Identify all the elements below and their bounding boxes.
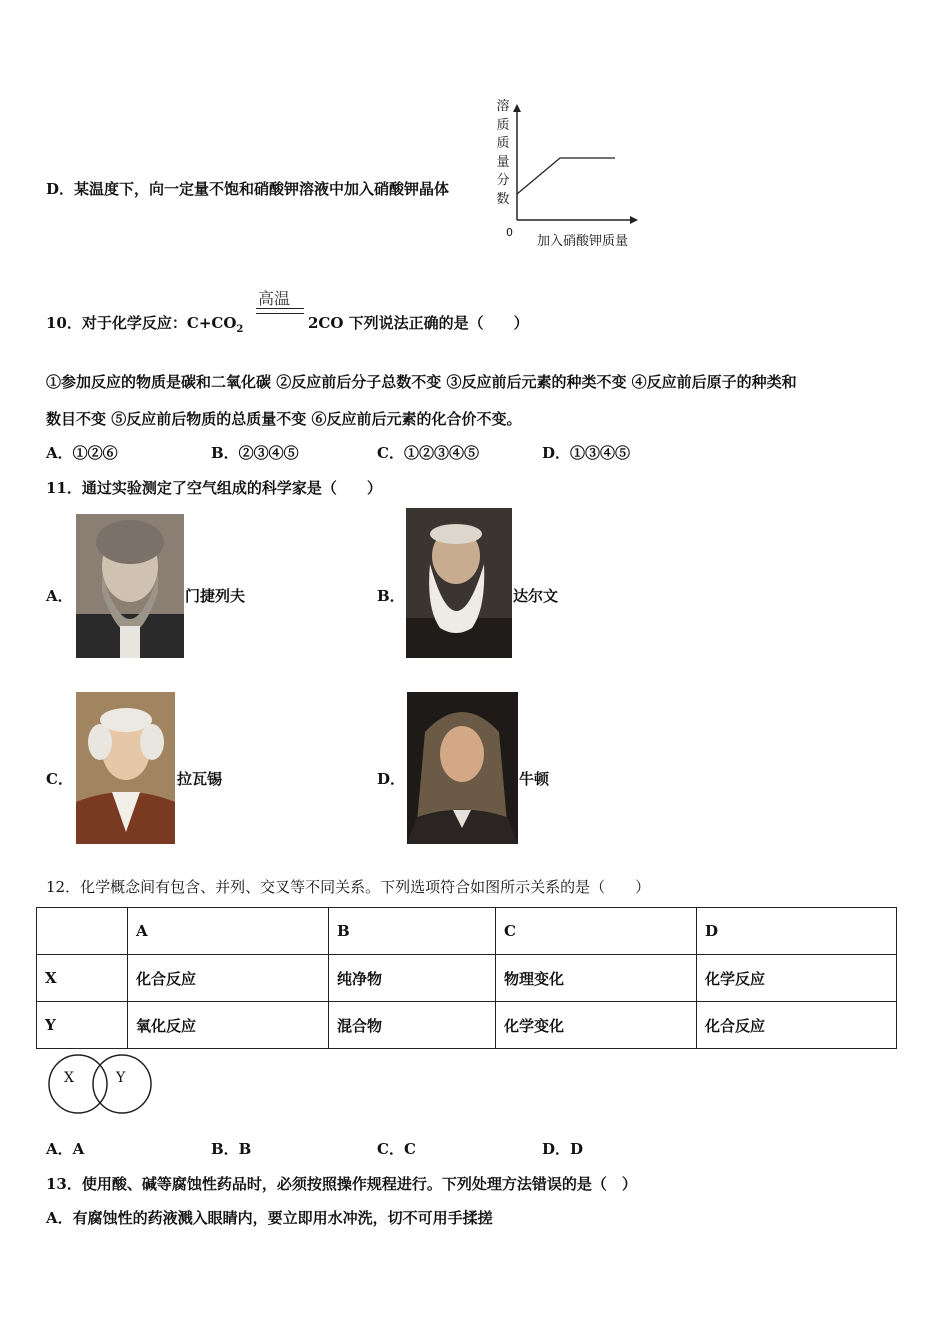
darwin-portrait xyxy=(406,508,512,658)
q10-statements-line2: 数目不变 ⑤反应前后物质的总质量不变 ⑥反应前后元素的化合价不变。 xyxy=(46,410,522,428)
table-cell xyxy=(37,908,128,955)
origin-label: 0 xyxy=(506,226,513,239)
relation-table xyxy=(36,907,897,1049)
table-header-cell: B xyxy=(329,908,496,955)
table-cell: 化合反应 xyxy=(697,1002,897,1049)
q13-option-a[interactable]: A．有腐蚀性的药液溅入眼睛内，要立即用水冲洗，切不可用手揉搓 xyxy=(46,1209,493,1227)
graph-line xyxy=(517,158,615,194)
q9-option-d: D．某温度下，向一定量不饱和硝酸钾溶液中加入硝酸钾晶体 xyxy=(46,180,450,198)
y-axis-arrow xyxy=(513,104,521,112)
q11-option-d-name: 牛顿 xyxy=(519,770,550,788)
table-cell: 化合反应 xyxy=(128,955,329,1002)
mendeleev-portrait xyxy=(76,514,184,658)
newton-portrait xyxy=(407,692,518,844)
venn-label-x: X xyxy=(64,1070,74,1086)
q10-product: 2CO 下列说法正确的是（ ） xyxy=(308,314,529,332)
table-cell: X xyxy=(37,955,128,1002)
table-cell: 化学变化 xyxy=(496,1002,697,1049)
table-cell: 物理变化 xyxy=(496,955,697,1002)
table-cell: 化学反应 xyxy=(697,955,897,1002)
q11-option-c-name: 拉瓦锡 xyxy=(177,770,223,788)
reaction-equals-sign xyxy=(256,308,304,314)
table-header-cell: A xyxy=(128,908,329,955)
q12-option-d[interactable]: D．D xyxy=(542,1140,584,1158)
table-cell: Y xyxy=(37,1002,128,1049)
venn-circle-x xyxy=(49,1055,107,1113)
mass-fraction-graph xyxy=(490,98,650,248)
q10-option-c[interactable]: C．①②③④⑤ xyxy=(377,444,479,462)
table-cell: 纯净物 xyxy=(329,955,496,1002)
q11-option-a-name: 门捷列夫 xyxy=(185,587,246,605)
q11-option-c-letter[interactable]: C． xyxy=(46,770,73,788)
table-header-cell: C xyxy=(496,908,697,955)
q10-option-b[interactable]: B．②③④⑤ xyxy=(211,444,299,462)
reaction-condition: 高温 xyxy=(258,289,291,308)
q10-statements-line1: ①参加反应的物质是碳和二氧化碳 ②反应前后分子总数不变 ③反应前后元素的种类不变 ④反应前后原子的种类和 xyxy=(46,373,797,391)
q12-option-c[interactable]: C．C xyxy=(377,1140,416,1158)
q11-option-d-letter[interactable]: D． xyxy=(377,770,406,788)
table-row xyxy=(37,1002,897,1049)
y-axis-label: 溶 质 质 量 分 数 xyxy=(496,99,510,207)
q11-option-a-letter[interactable]: A． xyxy=(46,587,73,605)
q11-stem: 11．通过实验测定了空气组成的科学家是（ ） xyxy=(46,479,382,497)
venn-label-y: Y xyxy=(116,1070,126,1086)
q11-option-b-name: 达尔文 xyxy=(513,587,559,605)
q10-option-a[interactable]: A．①②⑥ xyxy=(46,444,118,462)
q12-stem: 12．化学概念间有包含、并列、交叉等不同关系。下列选项符合如图所示关系的是（ ） xyxy=(46,878,651,896)
q11-option-b-letter[interactable]: B． xyxy=(377,587,405,605)
q12-option-b[interactable]: B．B xyxy=(211,1140,252,1158)
q10-stem: 10．对于化学反应：$C+CO_2$ xyxy=(46,314,244,335)
x-axis-arrow xyxy=(630,216,638,224)
table-cell: 混合物 xyxy=(329,1002,496,1049)
table-header-row xyxy=(37,908,897,955)
venn-diagram xyxy=(44,1052,156,1118)
x-axis-label: 加入硝酸钾质量 xyxy=(537,234,629,249)
table-header-cell: D xyxy=(697,908,897,955)
q13-stem: 13．使用酸、碱等腐蚀性药品时，必须按照操作规程进行。下列处理方法错误的是（ ） xyxy=(46,1175,637,1193)
q10-option-d[interactable]: D．①③④⑤ xyxy=(542,444,631,462)
table-cell: 氧化反应 xyxy=(128,1002,329,1049)
table-row xyxy=(37,955,897,1002)
q12-option-a[interactable]: A．A xyxy=(46,1140,85,1158)
lavoisier-portrait xyxy=(76,692,175,844)
